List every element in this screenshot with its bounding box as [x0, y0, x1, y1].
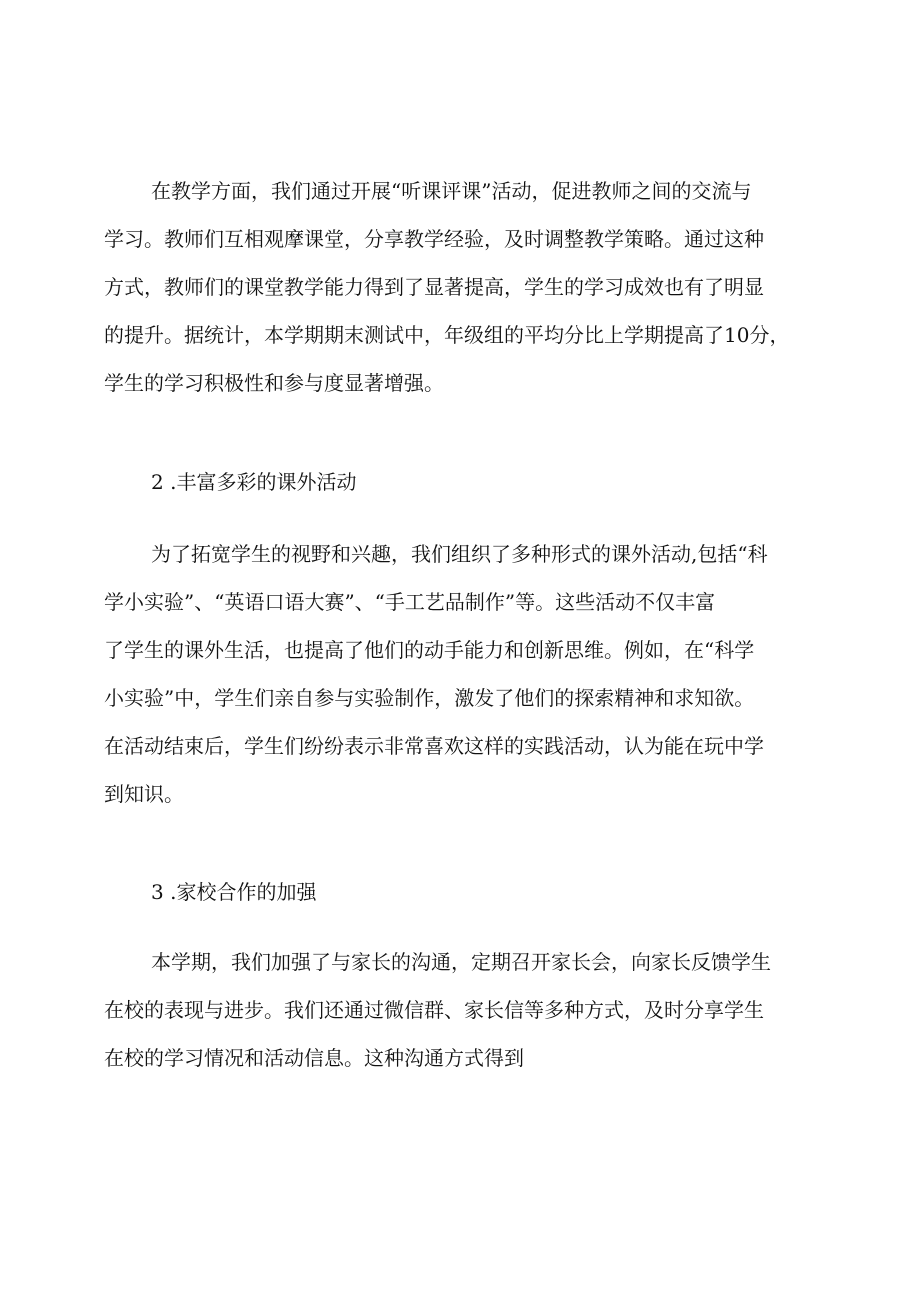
paragraph-line: 学小实验”、“英语口语大赛”、“手工艺品制作”等。这些活动不仅丰富 — [104, 590, 716, 614]
paragraph-line: 在活动结束后，学生们纷纷表示非常喜欢这样的实践活动，认为能在玩中学 — [104, 734, 764, 758]
paragraph-line: 在校的表现与进步。我们还通过微信群、家长信等多种方式，及时分享学生 — [104, 998, 764, 1022]
section-heading-home-school: 3 .家校合作的加强 — [151, 880, 317, 904]
paragraph-line: 在教学方面，我们通过开展“听课评课”活动，促进教师之间的交流与 — [151, 179, 752, 203]
paragraph-teaching — [104, 167, 824, 407]
paragraph-line: 了学生的课外生活，也提高了他们的动手能力和创新思维。例如，在“科学 — [104, 638, 755, 662]
paragraph-line: 学习。教师们互相观摩课堂，分享教学经验，及时调整教学策略。通过这种 — [104, 227, 764, 251]
paragraph-line: 本学期，我们加强了与家长的沟通，定期召开家长会，向家长反馈学生 — [151, 950, 771, 974]
paragraph-line: 到知识。 — [104, 782, 184, 806]
paragraph-line: 小实验”中，学生们亲自参与实验制作，激发了他们的探索精神和求知欲。 — [104, 686, 755, 710]
section-heading-activities: 2 .丰富多彩的课外活动 — [151, 470, 357, 494]
paragraph-line: 学生的学习积极性和参与度显著增强。 — [104, 371, 444, 395]
paragraph-line: 为了拓宽学生的视野和兴趣，我们组织了多种形式的课外活动,包括“科 — [151, 542, 768, 566]
paragraph-home-school — [104, 938, 824, 1082]
paragraph-line: 方式，教师们的课堂教学能力得到了显著提高，学生的学习成效也有了明显 — [104, 275, 764, 299]
paragraph-line: 在校的学习情况和活动信息。这种沟通方式得到 — [104, 1046, 524, 1070]
paragraph-activities — [104, 530, 824, 818]
paragraph-line: 的提升。据统计，本学期期末测试中，年级组的平均分比上学期提高了10分， — [104, 323, 790, 347]
